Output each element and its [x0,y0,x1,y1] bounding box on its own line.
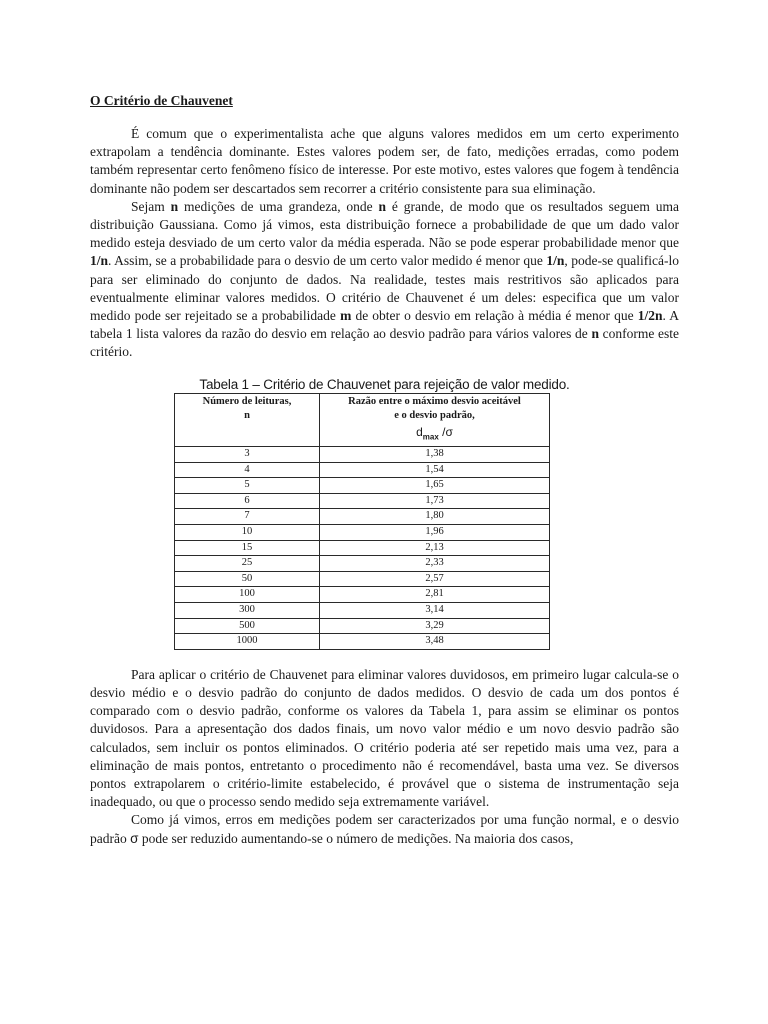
cell-readings: 300 [175,602,320,618]
header-text: Razão entre o máximo desvio aceitável [348,395,521,407]
chauvenet-table [174,393,550,650]
table-row [175,634,550,650]
text-run: medições de uma grandeza, onde [178,198,379,214]
paragraph-procedure: Para aplicar o critério de Chauvenet para eliminar valores duvidosos, em primeiro lugar calcula-se o desvio médio e o desvio padrão do conjunto de dados medidos. O desvio de cada um dos pontos é comparado com o desvio padrão, conforme os valores da Tabela 1, para assim se eliminar os pontos duvidosos. Para a apresentação dos dados finais, um novo valor médio e um novo desvio padrão são calculados, sem incluir os pontos eliminados. O critério poderia até ser repetido mais uma vez, para a eliminação de mais pontos, entretanto o procedimento não é recomendável, basta uma vez. Se diversos pontos extrapolarem o critério-limite estabelecido, é provável que o sistema de instrumentação seja inadequado, ou que o processo sendo medido seja extremamente variável. [90,666,679,810]
cell-readings: 5 [175,478,320,494]
text-run: , pode-se qualificá-lo para ser eliminado do conjunto de dados. Na realidade, testes mais restritivos são aplicados para eventualmente eliminar valores medidos. O critério de Chauvenet é um deles: especifica que um valor medido pode ser rejeitado se a probabilidade [90,253,679,324]
paragraph-intro: É comum que o experimentalista ache que alguns valores medidos em um certo experimento extrapolam a tendência dominante. Estes valores podem ser, de fato, medições erradas, como podem também representar certo fenômeno físico de interesse. Por este motivo, estes valores que fogem à tendência dominante não podem ser descartados sem recorrer a critério consistente para sua eliminação. [90,126,679,196]
table-row [175,618,550,634]
sigma-symbol: σ [130,830,139,846]
symbol-sigma: /σ [438,424,453,439]
cell-readings: 10 [175,525,320,541]
cell-ratio: 3,14 [320,602,550,618]
cell-readings: 50 [175,571,320,587]
header-text: e o desvio padrão, [394,409,475,421]
cell-ratio: 1,73 [320,493,550,509]
text-run: . A tabela 1 lista valores da razão do desvio em relação ao desvio padrão para vários valores de [90,308,679,342]
bold-symbol: n [591,326,599,342]
cell-readings: 500 [175,618,320,634]
text-run: Sejam [131,198,171,214]
cell-readings: 15 [175,540,320,556]
table-row [175,540,550,556]
text-run: conforme este critério. [90,326,679,360]
cell-ratio: 1,80 [320,509,550,525]
table-row [175,462,550,478]
cell-readings: 4 [175,462,320,478]
table-body [175,447,550,650]
cell-ratio: 2,33 [320,556,550,572]
cell-ratio: 2,81 [320,587,550,603]
text-run: de obter o desvio em relação à média é menor que [351,308,638,324]
cell-ratio: 3,29 [320,618,550,634]
cell-readings: 3 [175,447,320,463]
text-run: pode ser reduzido aumentando-se o número de medições. Na maioria dos casos, [138,830,574,846]
bold-symbol: n [170,198,179,214]
bold-symbol: m [340,308,352,324]
bold-symbol: 1/n [90,253,109,269]
cell-readings: 25 [175,556,320,572]
cell-readings: 100 [175,587,320,603]
table-row [175,525,550,541]
cell-ratio: 2,57 [320,571,550,587]
table-row [175,447,550,463]
table-row [175,478,550,494]
cell-ratio: 1,96 [320,525,550,541]
cell-ratio: 3,48 [320,634,550,650]
bold-symbol: n [378,198,387,214]
paragraph-chauvenet-definition [90,198,679,362]
table-caption: Tabela 1 – Critério de Chauvenet para rejeição de valor medido. [199,376,570,392]
header-symbol [322,423,547,446]
cell-ratio: 1,38 [320,447,550,463]
header-ratio [320,393,550,446]
cell-readings: 7 [175,509,320,525]
table-row [175,602,550,618]
header-text: n [244,409,250,421]
header-text: Número de leituras, [202,395,292,407]
table-row [175,571,550,587]
paragraph-normal-function [90,811,679,847]
symbol-subscript: max [422,432,439,442]
cell-readings: 1000 [175,634,320,650]
table-row [175,587,550,603]
cell-readings: 6 [175,493,320,509]
symbol-d: d [416,424,423,439]
text-run: . Assim, se a probabilidade para o desvio de um certo valor medido é menor que [108,253,547,269]
text-run: Como já vimos, erros em medições podem ser caracterizados por uma função normal, e o desvio padrão [90,812,679,846]
cell-ratio: 1,65 [320,478,550,494]
bold-symbol: 1/2n [637,308,663,324]
header-number-of-readings [175,393,320,446]
document-page [90,92,679,848]
cell-ratio: 2,13 [320,540,550,556]
bold-symbol: 1/n [546,253,565,269]
table-header-row [175,393,550,446]
table-row [175,493,550,509]
text-run: é grande, de modo que os resultados seguem uma distribuição Gaussiana. Como já vimos, esta distribuição fornece a probabilidade de que um dado valor medido esteja desviado de um certo valor da média esperada. Não se pode esperar probabilidade menor que [90,198,680,251]
table-row [175,509,550,525]
cell-ratio: 1,54 [320,462,550,478]
document-title: O Critério de Chauvenet [90,93,233,108]
table-row [175,556,550,572]
